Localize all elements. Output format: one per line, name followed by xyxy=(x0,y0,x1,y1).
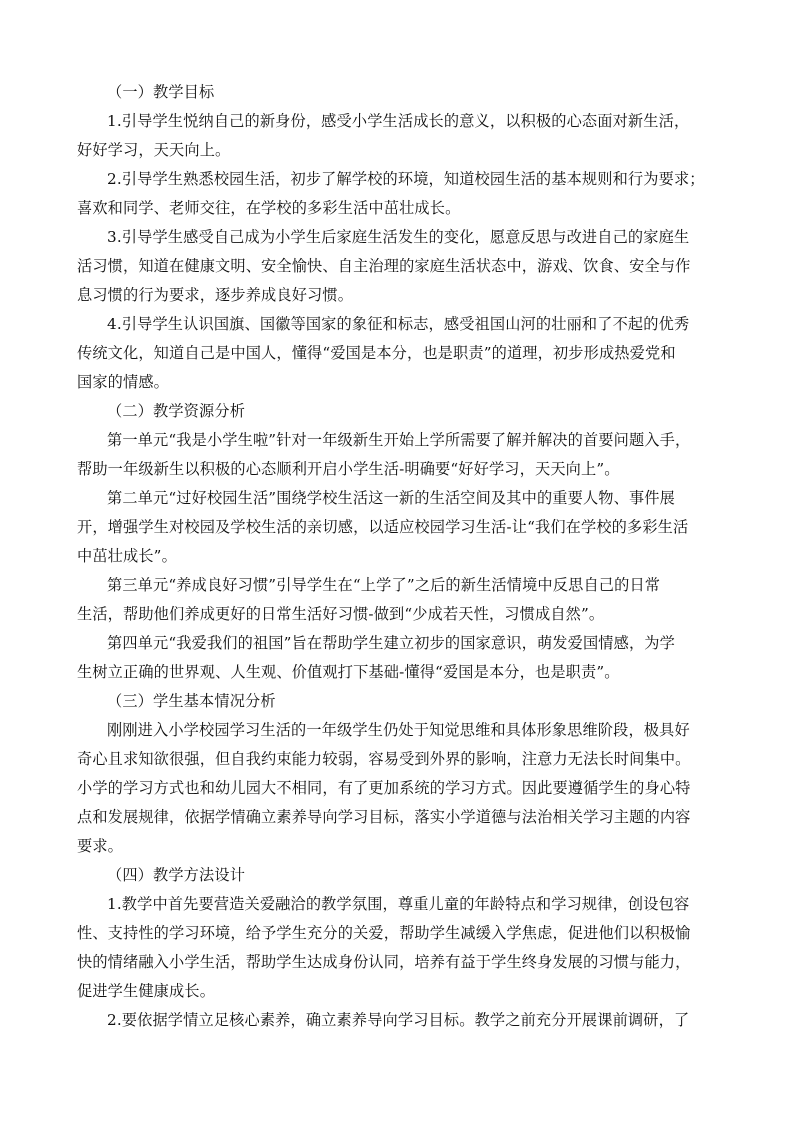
paragraph-line: 性、支持性的学习环境，给予学生充分的关爱，帮助学生减缓入学焦虑，促进他们以积极愉 xyxy=(77,924,691,942)
paragraph-line: 1.引导学生悦纳自己的新身份，感受小学生活成长的意义，以积极的心态面对新生活， xyxy=(107,112,690,130)
section-heading: （四）教学方法设计 xyxy=(107,866,246,884)
paragraph-line: 3.引导学生感受自己成为小学生后家庭生活发生的变化，愿意反思与改进自己的家庭生 xyxy=(107,228,690,246)
paragraph-line: 第三单元“养成良好习惯”引导学生在“上学了”之后的新生活情境中反思自己的日常 xyxy=(107,576,661,594)
paragraph-line: 2.要依据学情立足核心素养，确立素养导向学习目标。教学之前充分开展课前调研，了 xyxy=(107,1011,690,1029)
paragraph xyxy=(77,890,720,1006)
section-teaching-methods xyxy=(77,861,720,1035)
paragraph-line: 生活，帮助他们养成更好的日常生活好习惯-做到“少成若天性，习惯成自然”。 xyxy=(77,605,605,623)
paragraph-line: 4.引导学生认识国旗、国徽等国家的象征和标志，感受祖国山河的壮丽和了不起的优秀 xyxy=(107,315,690,333)
paragraph xyxy=(77,629,720,687)
section-heading: （二）教学资源分析 xyxy=(107,402,246,420)
paragraph-line: 小学的学习方式也和幼儿园大不相同，有了更加系统的学习方式。因此要遵循学生的身心特 xyxy=(77,779,691,797)
paragraph-line: 息习惯的行为要求，逐步养成良好习惯。 xyxy=(77,286,354,304)
paragraph-line: 奇心且求知欲很强，但自我约束能力较弱，容易受到外界的影响，注意力无法长时间集中。 xyxy=(77,750,691,768)
paragraph-line: 要求。 xyxy=(77,837,124,855)
paragraph-line: 刚刚进入小学校园学习生活的一年级学生仍处于知觉思维和具体形象思维阶段，极具好 xyxy=(107,721,690,739)
document-body xyxy=(77,78,720,1035)
paragraph xyxy=(77,571,720,629)
paragraph-line: 2.引导学生熟悉校园生活，初步了解学校的环境，知道校园生活的基本规则和行为要求； xyxy=(107,170,705,188)
paragraph-line: 快的情绪融入小学生活，帮助学生达成身份认同，培养有益于学生终身发展的习惯与能力， xyxy=(77,953,691,971)
paragraph-line: 第二单元“过好校园生活”围绕学校生活这一新的生活空间及其中的重要人物、事件展 xyxy=(107,489,675,507)
paragraph-line: 国家的情感。 xyxy=(77,373,170,391)
paragraph xyxy=(77,426,720,484)
paragraph xyxy=(77,310,720,397)
paragraph-line: 中茁壮成长”。 xyxy=(77,547,177,565)
paragraph xyxy=(77,165,720,223)
section-teaching-goals xyxy=(77,78,720,397)
paragraph-line: 帮助一年级新生以积极的心态顺利开启小学生活-明确要“好好学习，天天向上”。 xyxy=(77,460,620,478)
section-heading: （三）学生基本情况分析 xyxy=(107,692,276,710)
paragraph-line: 开，增强学生对校园及学校生活的亲切感，以适应校园学习生活-让“我们在学校的多彩生活 xyxy=(77,518,689,536)
paragraph-line: 第一单元“我是小学生啦”针对一年级新生开始上学所需要了解并解决的首要问题入手， xyxy=(107,431,691,449)
paragraph-line: 活习惯，知道在健康文明、安全愉快、自主治理的家庭生活状态中，游戏、饮食、安全与作 xyxy=(77,257,691,275)
paragraph xyxy=(77,484,720,571)
paragraph-line: 传统文化，知道自己是中国人，懂得“爱国是本分，也是职责”的道理，初步形成热爱党和 xyxy=(77,344,676,362)
paragraph-line: 1.教学中首先要营造关爱融洽的教学氛围，尊重儿童的年龄特点和学习规律，创设包容 xyxy=(107,895,690,913)
section-student-analysis xyxy=(77,687,720,861)
paragraph-line: 喜欢和同学、老师交往，在学校的多彩生活中茁壮成长。 xyxy=(77,199,461,217)
paragraph xyxy=(77,107,720,165)
section-heading: （一）教学目标 xyxy=(107,83,215,101)
paragraph-line: 促进学生健康成长。 xyxy=(77,982,216,1000)
section-resource-analysis xyxy=(77,397,720,687)
paragraph-line: 第四单元“我爱我们的祖国”旨在帮助学生建立初步的国家意识，萌发爱国情感，为学 xyxy=(107,634,675,652)
paragraph xyxy=(77,716,720,861)
paragraph-line: 好好学习，天天向上。 xyxy=(77,141,231,159)
paragraph-line: 生树立正确的世界观、人生观、价值观打下基础-懂得“爱国是本分，也是职责”。 xyxy=(77,663,620,681)
paragraph xyxy=(77,223,720,310)
paragraph-line: 点和发展规律，依据学情确立素养导向学习目标，落实小学道德与法治相关学习主题的内容 xyxy=(77,808,691,826)
paragraph xyxy=(77,1006,720,1035)
